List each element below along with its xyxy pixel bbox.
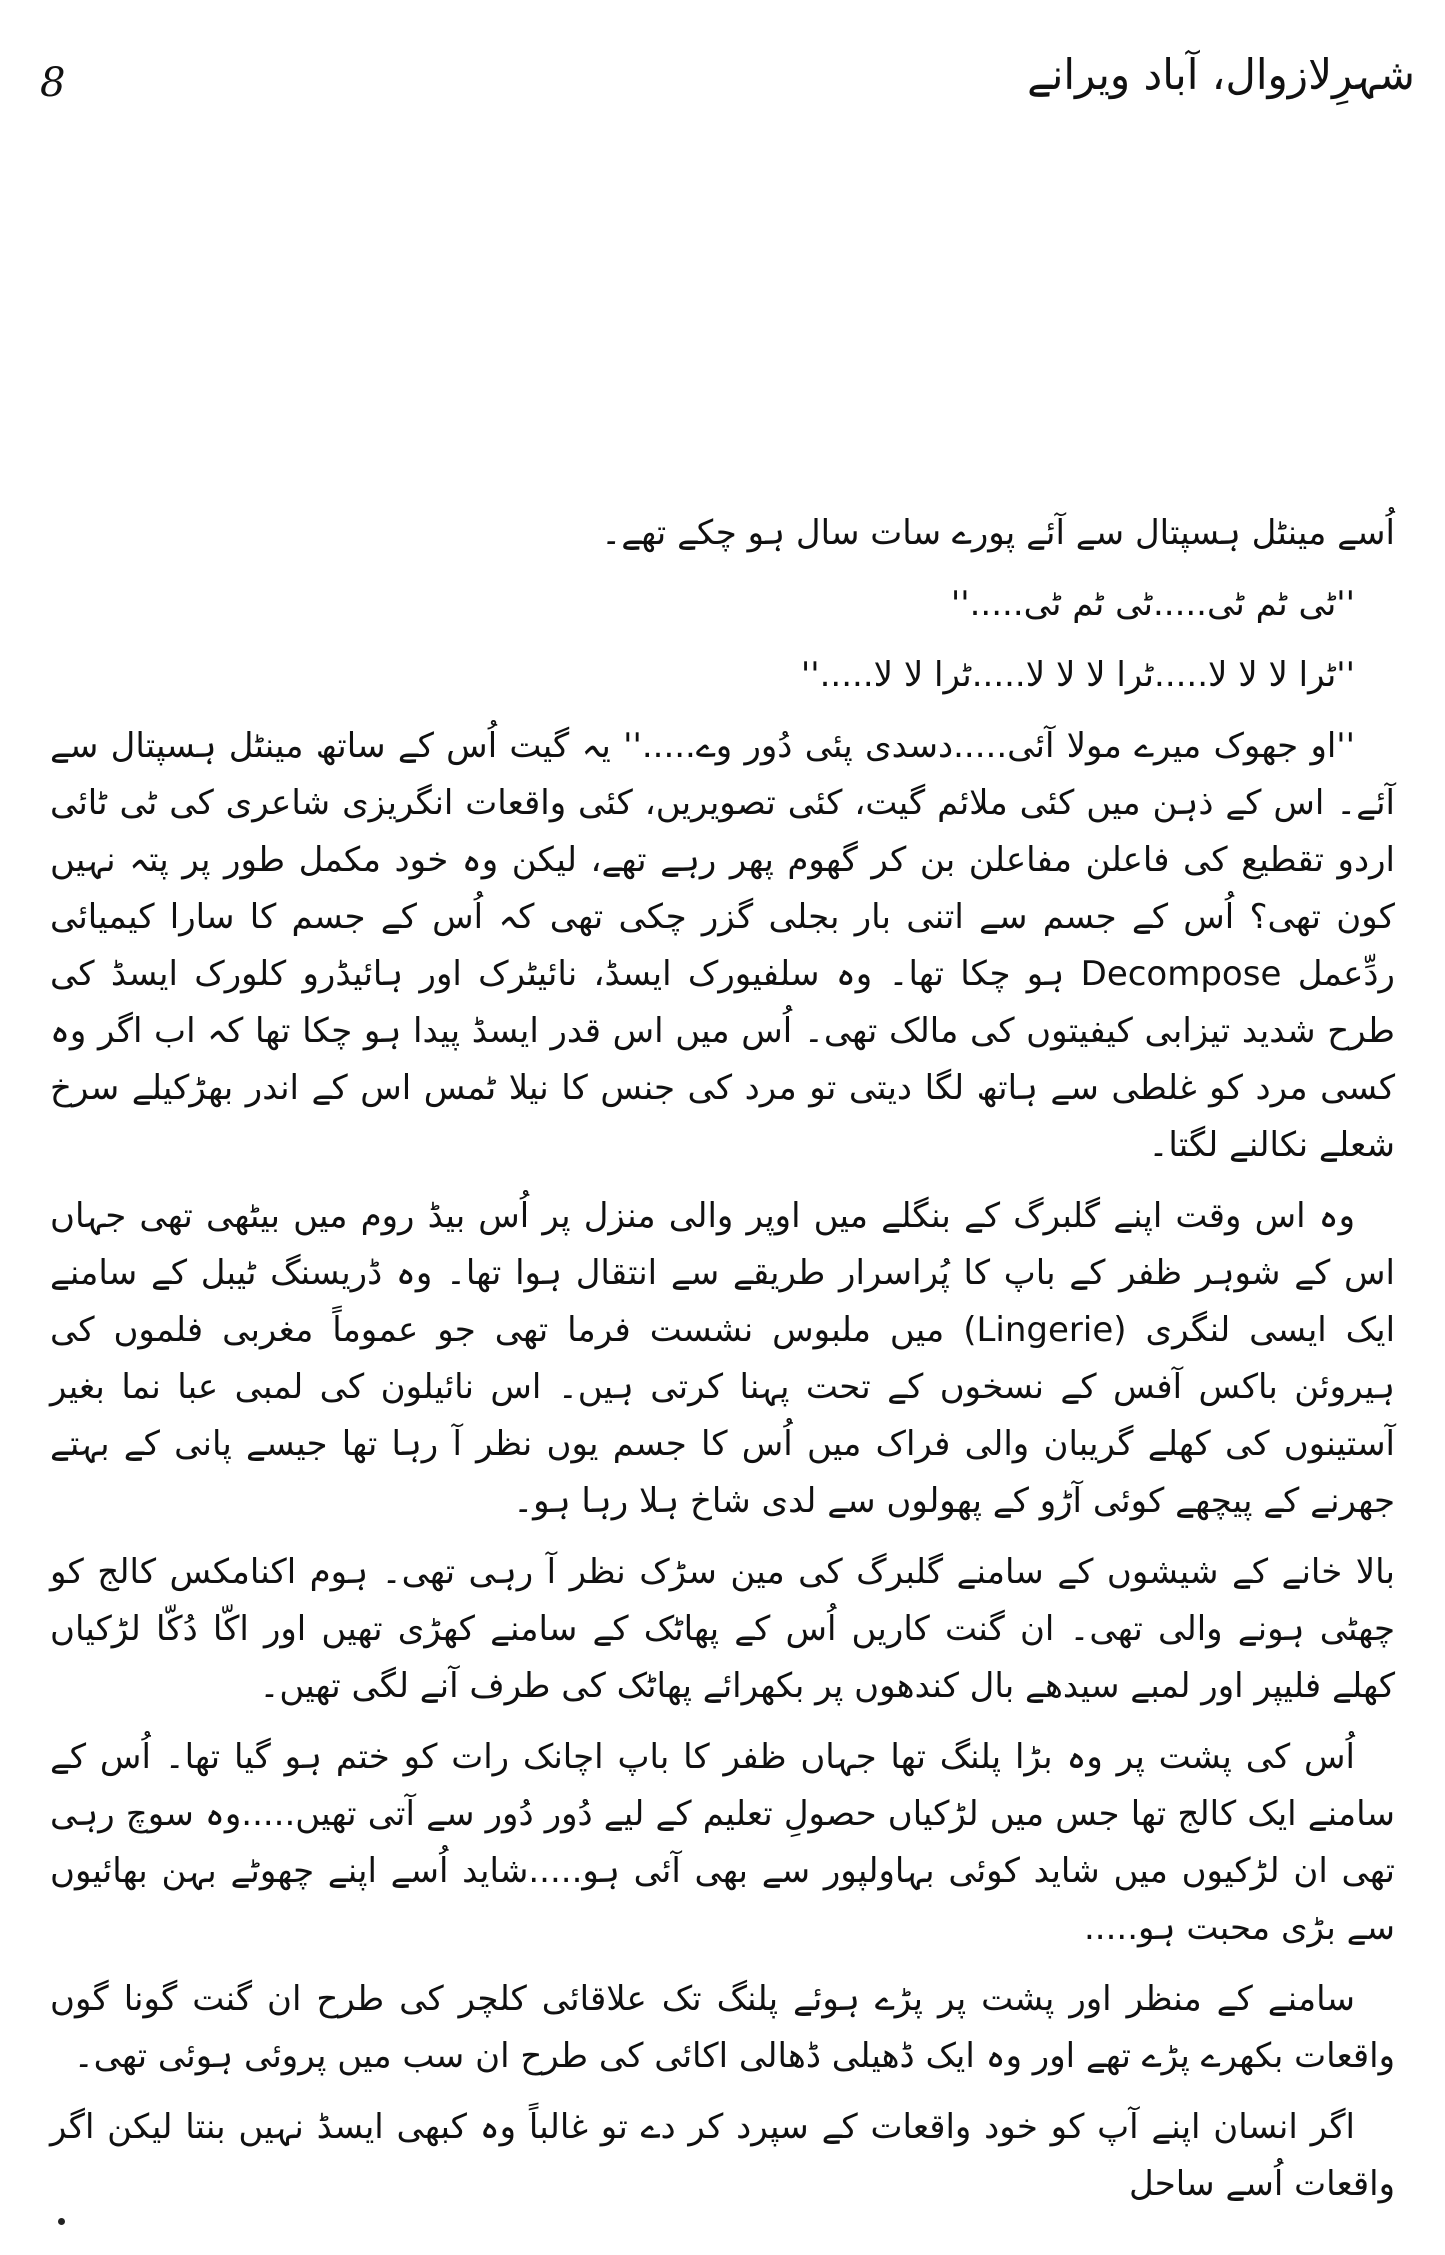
body-text <box>50 505 1395 2227</box>
paragraph-text: وہ اس وقت اپنے گلبرگ کے بنگلے میں اوپر والی منزل پر اُس بیڈ روم میں بیٹھی تھی جہاں اس کے شوہر ظفر کے باپ کا پُراسرار طریقے سے انتقال ہوا تھا۔ وہ ڈریسنگ ٹیبل کے سامنے ایک ایسی لنگری <box>50 1196 1396 1350</box>
paragraph: اُس کی پشت پر وہ بڑا پلنگ تھا جہاں ظفر کا باپ اچانک رات کو ختم ہو گیا تھا۔ اُس کے سامنے ایک کالج تھا جس میں لڑکیاں حصولِ تعلیم کے لیے دُور دُور سے آتی تھیں.....وہ سوچ رہی تھی ان لڑکیوں میں شاید کوئی بہاولپور سے بھی آئی ہو.....شاید اُسے اپنے چھوٹے بہن بھائیوں سے بڑی محبت ہو..... <box>50 1737 1395 1948</box>
page-number: 8 <box>40 60 66 106</box>
paragraph-text: ''او جھوک میرے مولا آئی.....دسدی پئی دُور وے.....'' یہ گیت اُس کے ساتھ مینٹل ہسپتال سے آئے۔ اس کے ذہن میں کئی ملائم گیت، کئی تصویریں، کئی واقعات انگریزی شاعری کی ٹی ٹائی اردو تقطیع کی فاعلن مفاعلن بن کر گھوم پھر رہے تھے، لیکن وہ خود مکمل طور پر پتہ نہیں کون تھی؟ اُس کے جسم سے اتنی بار بجلی گزر چکی تھی کہ اُس کے جسم کا سارا کیمیائی ردِّعمل <box>50 726 1395 994</box>
page-dot-mark <box>58 2218 65 2225</box>
paragraph <box>50 718 1395 1174</box>
paragraph-text: ہو چکا تھا۔ وہ سلفیورک ایسڈ، نائیٹرک اور ہائیڈرو کلورک ایسڈ کی طرح شدید تیزابی کیفیتوں کی مالک تھی۔ اُس میں اس قدر ایسڈ پیدا ہو چکا تھا کہ اب اگر وہ کسی مرد کو غلطی سے ہاتھ لگا دیتی تو مرد کی جنس کا نیلا ٹمس اس کے اندر بھڑکیلے سرخ شعلے نکالنے لگتا۔ <box>50 954 1395 1165</box>
paragraph-text: میں ملبوس نشست فرما تھی جو عموماً مغربی فلموں کی ہیروئن باکس آفس کے نسخوں کے تحت پہنا کرتی ہیں۔ اس نائیلون کی لمبی عبا نما بغیر آستینوں کی کھلے گریبان والی فراک میں اُس کا جسم یوں نظر آ رہا تھا جیسے پانی کے بہتے جھرنے کے پیچھے کوئی آڑو کے پھولوں سے لدی شاخ ہلا رہا ہو۔ <box>50 1310 1395 1521</box>
paragraph <box>50 1188 1395 1530</box>
opening-line: اُسے مینٹل ہسپتال سے آئے پورے سات سال ہو چکے تھے۔ <box>601 513 1395 553</box>
paragraph: سامنے کے منظر اور پشت پر پڑے ہوئے پلنگ تک علاقائی کلچر کی طرح ان گنت گونا گوں واقعات بکھرے پڑے تھے اور وہ ایک ڈھیلی ڈھالی اکائی کی طرح ان سب میں پروئی ہوئی تھی۔ <box>50 1979 1395 2076</box>
song-line-1: ''ٹی ٹم ٹی.....ٹی ٹم ٹی.....'' <box>950 584 1355 624</box>
song-line-2: ''ٹرا لا لا لا.....ٹرا لا لا لا.....ٹرا لا لا.....'' <box>800 655 1355 695</box>
english-word-lingerie: (Lingerie) <box>963 1310 1127 1350</box>
english-word-decompose: Decompose <box>1080 954 1282 994</box>
running-title: شہرِلازوال، آباد ویرانے <box>1027 50 1415 99</box>
paragraph: بالا خانے کے شیشوں کے سامنے گلبرگ کی مین سڑک نظر آ رہی تھی۔ ہوم اکنامکس کالج کو چھٹی ہونے والی تھی۔ ان گنت کاریں اُس کے پھاٹک کے سامنے کھڑی تھیں اور اکّا دُکّا لڑکیاں کھلے فلیپر اور لمبے سیدھے بال کندھوں پر بکھرائے پھاٹک کی طرف آنے لگی تھیں۔ <box>50 1552 1395 1706</box>
paragraph: اگر انسان اپنے آپ کو خود واقعات کے سپرد کر دے تو غالباً وہ کبھی ایسڈ نہیں بنتا لیکن اگر واقعات اُسے ساحل <box>50 2107 1395 2204</box>
